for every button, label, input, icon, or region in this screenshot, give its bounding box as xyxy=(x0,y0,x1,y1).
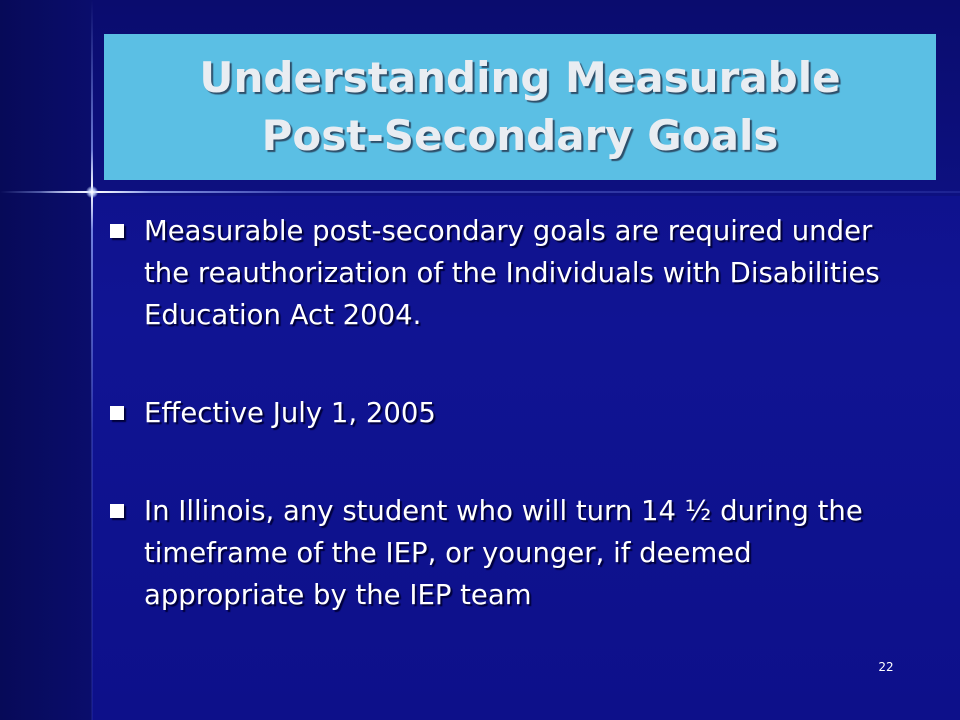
left-strip xyxy=(0,0,92,720)
slide-title xyxy=(199,49,840,165)
slide-title-line-1: Understanding Measurable xyxy=(199,53,841,102)
bullet-item xyxy=(108,490,908,616)
bullet-text: Measurable post-secondary goals are required under the reauthorization of the Individuals with Disabilities Education Act 2004. xyxy=(144,215,880,331)
square-bullet-icon xyxy=(110,224,124,238)
bullet-text: In Illinois, any student who will turn 14 ½ during the timeframe of the IEP, or younger, if deemed appropriate by the IEP team xyxy=(144,495,863,611)
bullet-item xyxy=(108,210,908,336)
title-box xyxy=(104,34,936,180)
square-bullet-icon xyxy=(110,504,124,518)
page-number: 22 xyxy=(878,660,894,674)
square-bullet-icon xyxy=(110,406,124,420)
bullet-item xyxy=(108,392,908,434)
slide-title-line-2: Post-Secondary Goals xyxy=(261,111,779,160)
bullet-text: Effective July 1, 2005 xyxy=(144,397,436,429)
bullet-list xyxy=(108,210,908,616)
sparkle-icon xyxy=(86,186,98,198)
vertical-accent-line xyxy=(91,0,93,720)
